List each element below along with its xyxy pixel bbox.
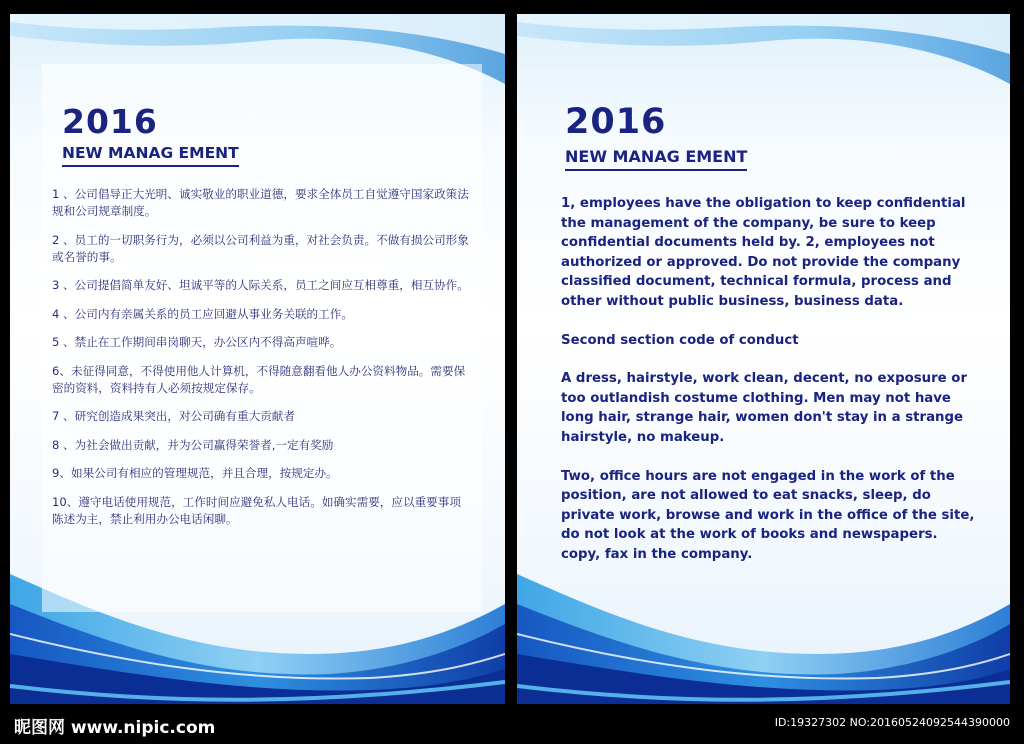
rule-item: 10、遵守电话使用规范，工作时间应避免私人电话。如确实需要，应以重要事项陈述为主，禁止利用办公电话闲聊。	[52, 494, 461, 526]
rule-item: 9、如果公司有相应的管理规范，并且合理，按规定办。	[52, 466, 338, 480]
paragraph: A dress, hairstyle, work clean, decent, no exposure or too outlandish costume clothing. Men may not have long hair, strange hair, women don't stay in a strange hairstyle, no makeup.	[561, 371, 967, 445]
subtitle-heading: NEW MANAG EMENT	[62, 144, 239, 167]
section-heading: Second section code of conduct	[561, 332, 799, 348]
rule-item: 4 、公司内有亲属关系的员工应回避从事业务关联的工作。	[52, 306, 353, 321]
year-heading: 2016	[62, 102, 158, 141]
paragraph: Two, office hours are not engaged in the work of the position, are not allowed to eat snacks, sleep, do private work, browse and work in the office of the site, do not look at the work of books and newspapers. copy, fax in the company.	[561, 468, 975, 562]
rule-item: 5 、禁止在工作期间串岗聊天，办公区内不得高声喧哗。	[52, 335, 342, 349]
rule-item: 2 、员工的一切职务行为，必须以公司利益为重，对社会负责。不做有损公司形象或名誉的事。	[52, 232, 469, 264]
rule-item: 6、未征得同意，不得使用他人计算机，不得随意翻看他人办公资料物品。需要保密的资料，资料持有人必须按规定保存。	[52, 363, 466, 395]
poster-panel-chinese	[10, 14, 505, 704]
rule-item: 8 、为社会做出贡献，并为公司赢得荣誉者,一定有奖励	[52, 437, 334, 452]
poster-panel-english	[517, 14, 1010, 704]
year-heading: 2016	[565, 102, 667, 142]
rule-item: 7 、研究创造成果突出，对公司确有重大贡献者	[52, 409, 295, 423]
subtitle-heading: NEW MANAG EMENT	[565, 147, 747, 171]
rules-list	[52, 186, 472, 539]
site-watermark-logo: 昵图网 www.nipic.com	[14, 718, 216, 738]
english-body	[561, 194, 981, 584]
rule-item: 3 、公司提倡简单友好、坦诚平等的人际关系，员工之间应互相尊重，相互协作。	[52, 278, 469, 292]
paragraph: 1, employees have the obligation to keep confidential the management of the company, be sure to keep confidential documents held by. 2, employees not authorized or approved. Do not provide the company classified document, technical formula, process and other without public business, business data.	[561, 196, 966, 309]
image-id-text: ID:19327302 NO:20160524092544390000	[774, 716, 1010, 729]
rule-item: 1 、公司倡导正大光明、诚实敬业的职业道德，要求全体员工自觉遵守国家政策法规和公司规章制度。	[52, 187, 469, 218]
